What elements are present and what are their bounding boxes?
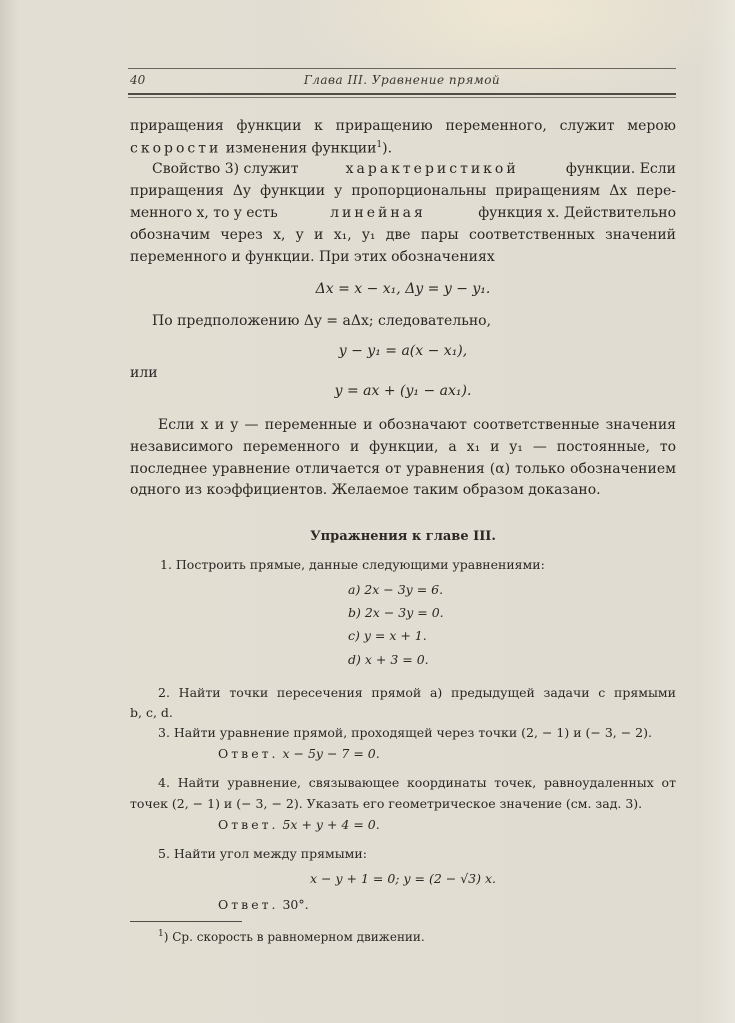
header-bottom-rule bbox=[128, 93, 676, 95]
paragraph-line: независимого переменного и функции, а x₁ и y₁ — постоянные, то bbox=[130, 439, 676, 455]
exercise-2-cont: b, c, d. bbox=[130, 705, 173, 720]
exercise-1: 1. Построить прямые, данные следующими уравнениями: bbox=[160, 557, 545, 572]
text-span: функции. Если bbox=[565, 161, 676, 177]
exercise-5: 5. Найти угол между прямыми: bbox=[158, 846, 367, 861]
header-bottom-rule-thin bbox=[128, 97, 676, 98]
text-span: изменения функции bbox=[221, 140, 377, 157]
text-span: функция x. Действительно bbox=[478, 205, 676, 221]
paragraph-line bbox=[130, 205, 676, 221]
paragraph-line: переменного и функции. При этих обозначениях bbox=[130, 249, 495, 265]
exercise-item: a) 2x − 3y = 6. bbox=[348, 582, 444, 597]
text-span: ). bbox=[382, 140, 393, 157]
footnote-text: ) Ср. скорость в равномерном движении. bbox=[163, 930, 425, 944]
paragraph-line bbox=[130, 140, 676, 157]
paragraph-line: или bbox=[130, 365, 158, 381]
paragraph-line: По предположению Δy = aΔx; следовательно, bbox=[152, 313, 492, 329]
paragraph-line: приращения функции к приращению переменного, служит мерою bbox=[130, 118, 676, 134]
answer-label: Ответ. bbox=[218, 897, 279, 912]
exercise-4: 4. Найти уравнение, связывающее координаты точек, равноудаленных от bbox=[158, 775, 676, 790]
exercise-item: c) y = x + 1. bbox=[348, 628, 427, 643]
exercise-4-answer bbox=[218, 817, 735, 832]
emphasis-spaced: характеристикой bbox=[345, 161, 519, 177]
exercise-5-answer bbox=[218, 897, 735, 912]
footnote-marker: 1 bbox=[376, 140, 383, 150]
answer-label: Ответ. bbox=[218, 817, 279, 832]
paragraph-line: обозначим через x, y и x₁, y₁ две пары соответственных значений bbox=[130, 227, 676, 243]
running-header bbox=[128, 71, 676, 91]
paragraph-line: Если x и y — переменные и обозначают соответственные значения bbox=[158, 417, 676, 433]
answer-value: 30°. bbox=[282, 897, 309, 912]
exercise-item: b) 2x − 3y = 0. bbox=[348, 605, 444, 620]
answer-value: x − 5y − 7 = 0. bbox=[282, 746, 380, 761]
paragraph-line bbox=[152, 161, 676, 177]
exercise-3-answer bbox=[218, 746, 735, 761]
equation: y − y₁ = a(x − x₁), bbox=[338, 343, 468, 359]
exercise-3: 3. Найти уравнение прямой, проходящей через точки (2, − 1) и (− 3, − 2). bbox=[158, 725, 652, 740]
text-span: Свойство 3) служит bbox=[152, 161, 299, 177]
equation: Δx = x − x₁, Δy = y − y₁. bbox=[315, 281, 491, 297]
exercise-2: 2. Найти точки пересечения прямой a) предыдущей задачи с прямыми bbox=[158, 685, 676, 700]
paragraph-line: одного из коэффициентов. Желаемое таким образом доказано. bbox=[130, 482, 601, 498]
answer-value: 5x + y + 4 = 0. bbox=[282, 817, 380, 832]
paragraph-line: приращения Δy функции y пропорциональны приращениям Δx пере- bbox=[130, 183, 676, 199]
exercise-item: d) x + 3 = 0. bbox=[348, 652, 429, 667]
section-title: Упражнения к главе III. bbox=[310, 529, 496, 544]
footnote-marker: 1 bbox=[158, 929, 164, 939]
page-number: 40 bbox=[130, 73, 146, 87]
text-span: менного x, то y есть bbox=[130, 205, 278, 221]
running-title: Глава III. Уравнение прямой bbox=[303, 73, 501, 87]
emphasis-spaced: линейная bbox=[330, 205, 426, 221]
footnote-rule bbox=[130, 921, 242, 922]
exercise-5-equation: x − y + 1 = 0; y = (2 − √3) x. bbox=[310, 871, 496, 886]
answer-label: Ответ. bbox=[218, 746, 279, 761]
paragraph-line: последнее уравнение отличается от уравнения (α) только обозначением bbox=[130, 461, 676, 477]
exercise-4-cont: точек (2, − 1) и (− 3, − 2). Указать его геометрическое значение (см. зад. 3). bbox=[130, 796, 643, 811]
header-top-rule bbox=[128, 68, 676, 69]
footnote bbox=[158, 929, 704, 944]
equation: y = ax + (y₁ − ax₁). bbox=[334, 383, 472, 399]
emphasis-spaced: скорости bbox=[130, 140, 222, 157]
